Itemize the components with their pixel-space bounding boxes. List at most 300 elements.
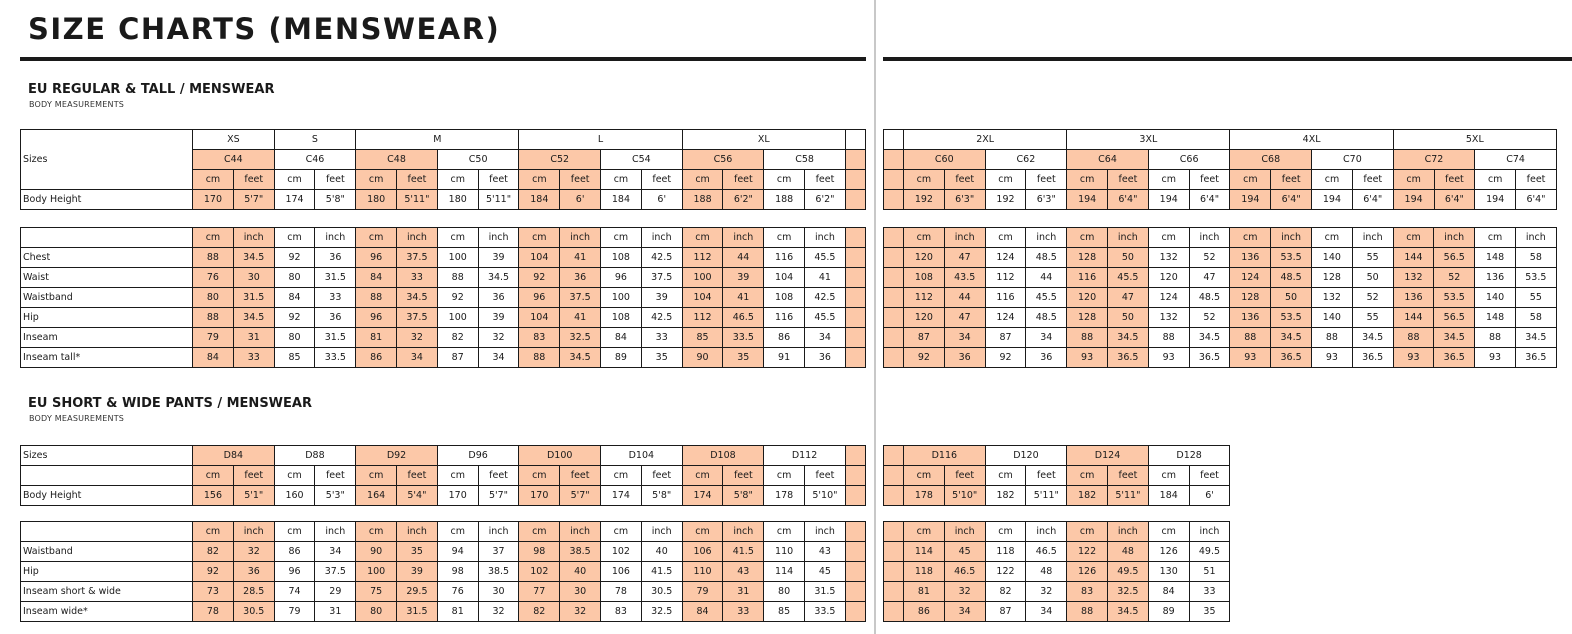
short-wide-measurements-table-right	[883, 521, 1230, 622]
height-cm: 194	[1312, 190, 1353, 210]
edge-cell	[884, 328, 904, 348]
edge-cell	[845, 446, 865, 466]
measurement-row	[21, 348, 866, 368]
measurement-row	[21, 582, 866, 602]
value-inch: 34.5	[478, 268, 519, 288]
value-cm: 80	[764, 582, 805, 602]
value-inch: 39	[723, 268, 764, 288]
value-inch: 53.5	[1515, 268, 1556, 288]
height-feet: 6'2"	[805, 190, 846, 210]
height-cm: 194	[1475, 190, 1516, 210]
measurement-row	[884, 562, 1230, 582]
page-divider	[874, 0, 876, 634]
value-inch: 36	[233, 562, 274, 582]
height-cm: 182	[985, 486, 1026, 506]
value-inch: 45.5	[1107, 268, 1148, 288]
unit-inch: inch	[1026, 522, 1067, 542]
unit-cm: cm	[356, 228, 397, 248]
unit-inch: inch	[805, 522, 846, 542]
value-cm: 116	[764, 308, 805, 328]
value-cm: 86	[356, 348, 397, 368]
unit-feet: feet	[1434, 170, 1475, 190]
value-inch: 43	[805, 542, 846, 562]
value-inch: 32	[944, 582, 985, 602]
edge-cell	[884, 602, 904, 622]
value-inch: 41	[805, 268, 846, 288]
size-code: C44	[193, 150, 275, 170]
value-cm: 88	[1393, 328, 1434, 348]
unit-cm: cm	[904, 170, 945, 190]
value-cm: 92	[274, 308, 315, 328]
unit-cm: cm	[437, 228, 478, 248]
unit-cm: cm	[1312, 170, 1353, 190]
value-cm: 98	[437, 562, 478, 582]
size-code: C54	[601, 150, 683, 170]
value-cm: 82	[437, 328, 478, 348]
value-cm: 87	[437, 348, 478, 368]
unit-inch: inch	[1107, 522, 1148, 542]
value-cm: 88	[193, 308, 234, 328]
value-cm: 80	[274, 268, 315, 288]
value-cm: 86	[274, 542, 315, 562]
value-cm: 132	[1311, 288, 1352, 308]
value-cm: 136	[1475, 268, 1516, 288]
value-inch: 37.5	[315, 562, 356, 582]
value-inch: 36	[478, 288, 519, 308]
height-cm: 174	[682, 486, 723, 506]
edge-cell	[845, 328, 865, 348]
edge-cell	[845, 486, 865, 506]
value-inch: 36.5	[1352, 348, 1393, 368]
value-inch: 47	[1107, 288, 1148, 308]
edge-cell	[884, 486, 904, 506]
value-inch: 49.5	[1189, 542, 1230, 562]
value-inch: 48.5	[1026, 248, 1067, 268]
measurement-row	[21, 542, 866, 562]
value-inch: 39	[641, 288, 682, 308]
size-code: D116	[904, 446, 986, 466]
value-inch: 37.5	[560, 288, 601, 308]
section-subtitle-short-wide: BODY MEASUREMENTS	[29, 414, 125, 423]
value-cm: 88	[519, 348, 560, 368]
unit-cm: cm	[1230, 228, 1271, 248]
value-cm: 84	[682, 602, 723, 622]
value-cm: 87	[985, 328, 1026, 348]
value-inch: 43	[723, 562, 764, 582]
unit-inch: inch	[1026, 228, 1067, 248]
unit-cm: cm	[1311, 228, 1352, 248]
value-cm: 148	[1475, 308, 1516, 328]
value-cm: 126	[1067, 562, 1108, 582]
size-group-label: 2XL	[904, 130, 1067, 150]
value-inch: 53.5	[1271, 308, 1312, 328]
height-feet: 6'4"	[1516, 190, 1557, 210]
value-cm: 96	[601, 268, 642, 288]
height-feet: 6'4"	[1189, 190, 1230, 210]
measurement-label: Inseam short & wide	[21, 582, 193, 602]
value-cm: 124	[1230, 268, 1271, 288]
value-cm: 84	[356, 268, 397, 288]
value-cm: 74	[274, 582, 315, 602]
value-cm: 140	[1311, 248, 1352, 268]
value-inch: 34	[805, 328, 846, 348]
unit-cm: cm	[985, 466, 1026, 486]
value-inch: 30	[478, 582, 519, 602]
value-inch: 35	[641, 348, 682, 368]
value-inch: 48.5	[1189, 288, 1230, 308]
value-cm: 85	[274, 348, 315, 368]
unit-cm: cm	[1475, 170, 1516, 190]
size-code: C48	[356, 150, 438, 170]
unit-cm: cm	[1148, 522, 1189, 542]
value-cm: 132	[1393, 268, 1434, 288]
unit-cm: cm	[904, 228, 945, 248]
value-cm: 88	[1067, 328, 1108, 348]
value-inch: 34	[1026, 328, 1067, 348]
value-inch: 45.5	[805, 308, 846, 328]
value-cm: 114	[764, 562, 805, 582]
value-inch: 34	[944, 602, 985, 622]
size-code: D84	[193, 446, 275, 466]
height-feet: 5'11"	[1026, 486, 1067, 506]
edge-cell	[845, 150, 865, 170]
value-inch: 33	[397, 268, 438, 288]
value-cm: 128	[1311, 268, 1352, 288]
value-cm: 114	[904, 542, 945, 562]
value-inch: 34	[478, 348, 519, 368]
edge-cell	[884, 150, 904, 170]
value-cm: 96	[274, 562, 315, 582]
value-cm: 89	[1148, 602, 1189, 622]
measurement-label: Hip	[21, 308, 193, 328]
value-inch: 58	[1515, 248, 1556, 268]
value-inch: 31.5	[805, 582, 846, 602]
sizes-label: Sizes	[21, 130, 193, 190]
height-feet: 6'	[1189, 486, 1230, 506]
value-inch: 46.5	[723, 308, 764, 328]
value-cm: 85	[682, 328, 723, 348]
height-cm: 164	[356, 486, 397, 506]
unit-inch: inch	[397, 228, 438, 248]
size-group-label: XL	[682, 130, 845, 150]
value-inch: 34.5	[1107, 602, 1148, 622]
height-feet: 6'4"	[1434, 190, 1475, 210]
value-inch: 48.5	[1026, 308, 1067, 328]
value-cm: 148	[1475, 248, 1516, 268]
page-title: SIZE CHARTS (MENSWEAR)	[28, 12, 501, 46]
height-feet: 6'3"	[944, 190, 985, 210]
value-cm: 93	[1067, 348, 1108, 368]
value-cm: 92	[274, 248, 315, 268]
value-cm: 140	[1311, 308, 1352, 328]
height-cm: 170	[193, 190, 234, 210]
value-cm: 126	[1148, 542, 1189, 562]
height-feet: 5'4"	[397, 486, 438, 506]
value-inch: 50	[1107, 308, 1148, 328]
unit-inch: inch	[641, 522, 682, 542]
unit-feet: feet	[1189, 170, 1230, 190]
unit-cm: cm	[682, 170, 723, 190]
unit-inch: inch	[805, 228, 846, 248]
value-inch: 45	[944, 542, 985, 562]
value-cm: 96	[356, 248, 397, 268]
height-feet: 5'10"	[805, 486, 846, 506]
value-cm: 112	[682, 248, 723, 268]
unit-feet: feet	[1108, 170, 1149, 190]
short-wide-sizes-table-left	[20, 445, 866, 506]
value-cm: 116	[764, 248, 805, 268]
unit-cm: cm	[985, 228, 1026, 248]
value-inch: 41	[560, 248, 601, 268]
size-code: D96	[437, 446, 519, 466]
value-cm: 104	[519, 308, 560, 328]
value-cm: 128	[1230, 288, 1271, 308]
value-cm: 84	[193, 348, 234, 368]
value-cm: 87	[904, 328, 945, 348]
value-inch: 37.5	[397, 308, 438, 328]
edge-cell	[845, 130, 865, 150]
edge-cell	[845, 582, 865, 602]
value-cm: 88	[437, 268, 478, 288]
value-inch: 34.5	[1352, 328, 1393, 348]
unit-feet: feet	[1189, 466, 1230, 486]
edge-cell	[884, 542, 904, 562]
unit-cm: cm	[1148, 466, 1189, 486]
unit-feet: feet	[1026, 466, 1067, 486]
value-inch: 50	[1352, 268, 1393, 288]
unit-inch: inch	[1107, 228, 1148, 248]
edge-cell	[845, 522, 865, 542]
size-group-label: M	[356, 130, 519, 150]
value-inch: 32.5	[641, 602, 682, 622]
value-cm: 82	[193, 542, 234, 562]
unit-feet: feet	[805, 466, 846, 486]
regular-tall-sizes-table-right	[883, 129, 1557, 210]
size-code: C56	[682, 150, 764, 170]
value-cm: 87	[985, 602, 1026, 622]
height-cm: 184	[1148, 486, 1189, 506]
height-feet: 5'8"	[315, 190, 356, 210]
unit-inch: inch	[397, 522, 438, 542]
value-cm: 122	[985, 562, 1026, 582]
size-code: D124	[1067, 446, 1149, 466]
value-cm: 98	[519, 542, 560, 562]
unit-cm: cm	[519, 522, 560, 542]
value-cm: 144	[1393, 308, 1434, 328]
unit-inch: inch	[723, 228, 764, 248]
unit-cm: cm	[356, 170, 397, 190]
height-cm: 188	[682, 190, 723, 210]
value-cm: 84	[1148, 582, 1189, 602]
measurement-label: Waist	[21, 268, 193, 288]
value-cm: 81	[437, 602, 478, 622]
value-cm: 100	[356, 562, 397, 582]
value-inch: 36.5	[1434, 348, 1475, 368]
value-inch: 34.5	[1434, 328, 1475, 348]
edge-cell	[845, 268, 865, 288]
edge-cell	[845, 288, 865, 308]
value-inch: 37	[478, 542, 519, 562]
value-inch: 36.5	[1189, 348, 1230, 368]
unit-feet: feet	[560, 170, 601, 190]
value-inch: 32	[1026, 582, 1067, 602]
measurement-row	[21, 308, 866, 328]
size-code: D120	[985, 446, 1067, 466]
height-feet: 6'	[641, 190, 682, 210]
edge-cell	[845, 190, 865, 210]
value-cm: 90	[356, 542, 397, 562]
edge-cell	[845, 348, 865, 368]
height-feet: 6'4"	[1108, 190, 1149, 210]
measurement-row	[884, 328, 1557, 348]
unit-feet: feet	[1108, 466, 1149, 486]
value-cm: 112	[904, 288, 945, 308]
edge-cell	[884, 348, 904, 368]
measurement-row	[884, 308, 1557, 328]
unit-cm: cm	[1393, 170, 1434, 190]
size-code: C74	[1475, 150, 1557, 170]
edge-cell	[884, 130, 904, 150]
height-cm: 182	[1067, 486, 1108, 506]
height-feet: 5'7"	[478, 486, 519, 506]
unit-cm: cm	[601, 522, 642, 542]
value-cm: 122	[1067, 542, 1108, 562]
value-cm: 96	[356, 308, 397, 328]
value-cm: 118	[904, 562, 945, 582]
unit-cm: cm	[985, 522, 1026, 542]
measurement-row	[21, 268, 866, 288]
value-inch: 44	[723, 248, 764, 268]
value-cm: 128	[1067, 248, 1108, 268]
size-group-label: XS	[193, 130, 275, 150]
size-code: C52	[519, 150, 601, 170]
unit-cm: cm	[437, 522, 478, 542]
height-feet: 5'3"	[315, 486, 356, 506]
measurement-label: Inseam wide*	[21, 602, 193, 622]
height-feet: 5'7"	[560, 486, 601, 506]
value-inch: 32	[478, 602, 519, 622]
height-feet: 5'11"	[397, 190, 438, 210]
value-inch: 32.5	[560, 328, 601, 348]
value-cm: 84	[274, 288, 315, 308]
value-cm: 104	[682, 288, 723, 308]
value-inch: 58	[1515, 308, 1556, 328]
measurement-label: Chest	[21, 248, 193, 268]
height-cm: 184	[519, 190, 560, 210]
value-inch: 30	[233, 268, 274, 288]
height-feet: 6'4"	[1271, 190, 1312, 210]
value-inch: 34	[1026, 602, 1067, 622]
value-cm: 79	[682, 582, 723, 602]
value-inch: 55	[1352, 248, 1393, 268]
value-inch: 52	[1189, 308, 1230, 328]
value-cm: 100	[682, 268, 723, 288]
value-cm: 116	[985, 288, 1026, 308]
value-inch: 34	[944, 328, 985, 348]
height-cm: 178	[764, 486, 805, 506]
value-inch: 50	[1271, 288, 1312, 308]
value-inch: 28.5	[233, 582, 274, 602]
value-cm: 81	[356, 328, 397, 348]
value-cm: 93	[1393, 348, 1434, 368]
unit-inch: inch	[560, 228, 601, 248]
unit-cm: cm	[193, 170, 234, 190]
unit-cm: cm	[356, 522, 397, 542]
size-code: C60	[904, 150, 986, 170]
value-inch: 31.5	[315, 268, 356, 288]
measurement-row	[21, 248, 866, 268]
measurement-row	[884, 602, 1230, 622]
edge-cell	[884, 562, 904, 582]
value-inch: 36.5	[1515, 348, 1556, 368]
unit-inch: inch	[233, 522, 274, 542]
value-inch: 45.5	[805, 248, 846, 268]
value-inch: 41	[560, 308, 601, 328]
unit-inch: inch	[560, 522, 601, 542]
measurement-label: Waistband	[21, 542, 193, 562]
value-cm: 128	[1067, 308, 1108, 328]
value-cm: 75	[356, 582, 397, 602]
unit-inch: inch	[944, 522, 985, 542]
size-code: C68	[1230, 150, 1312, 170]
value-cm: 88	[1475, 328, 1516, 348]
unit-cm: cm	[1067, 466, 1108, 486]
value-inch: 36.5	[1271, 348, 1312, 368]
measurement-row	[21, 602, 866, 622]
value-inch: 49.5	[1107, 562, 1148, 582]
value-inch: 52	[1434, 268, 1475, 288]
value-cm: 100	[601, 288, 642, 308]
unit-cm: cm	[1067, 522, 1108, 542]
value-inch: 52	[1189, 248, 1230, 268]
height-feet: 6'3"	[1026, 190, 1067, 210]
edge-cell	[845, 602, 865, 622]
value-inch: 38.5	[560, 542, 601, 562]
value-inch: 33	[315, 288, 356, 308]
unit-cm: cm	[519, 228, 560, 248]
unit-cm: cm	[1475, 228, 1516, 248]
size-group-label: L	[519, 130, 682, 150]
unit-cm: cm	[1393, 228, 1434, 248]
value-inch: 30.5	[641, 582, 682, 602]
value-inch: 40	[560, 562, 601, 582]
height-feet: 5'8"	[723, 486, 764, 506]
value-inch: 34.5	[233, 308, 274, 328]
value-inch: 42.5	[641, 248, 682, 268]
value-cm: 144	[1393, 248, 1434, 268]
value-cm: 92	[985, 348, 1026, 368]
unit-inch: inch	[1189, 522, 1230, 542]
value-inch: 35	[1189, 602, 1230, 622]
value-inch: 32	[233, 542, 274, 562]
value-inch: 36	[560, 268, 601, 288]
value-inch: 31	[233, 328, 274, 348]
value-inch: 34.5	[1189, 328, 1230, 348]
unit-inch: inch	[723, 522, 764, 542]
value-cm: 79	[193, 328, 234, 348]
size-code: D92	[356, 446, 438, 466]
value-inch: 51	[1189, 562, 1230, 582]
section-title-short-wide: EU SHORT & WIDE PANTS / MENSWEAR	[28, 396, 312, 411]
unit-cm: cm	[601, 466, 642, 486]
value-cm: 93	[1475, 348, 1516, 368]
value-inch: 29	[315, 582, 356, 602]
value-inch: 52	[1352, 288, 1393, 308]
short-wide-measurements-table-left	[20, 521, 866, 622]
size-group-label: S	[274, 130, 356, 150]
size-code: C70	[1312, 150, 1394, 170]
value-cm: 132	[1148, 308, 1189, 328]
